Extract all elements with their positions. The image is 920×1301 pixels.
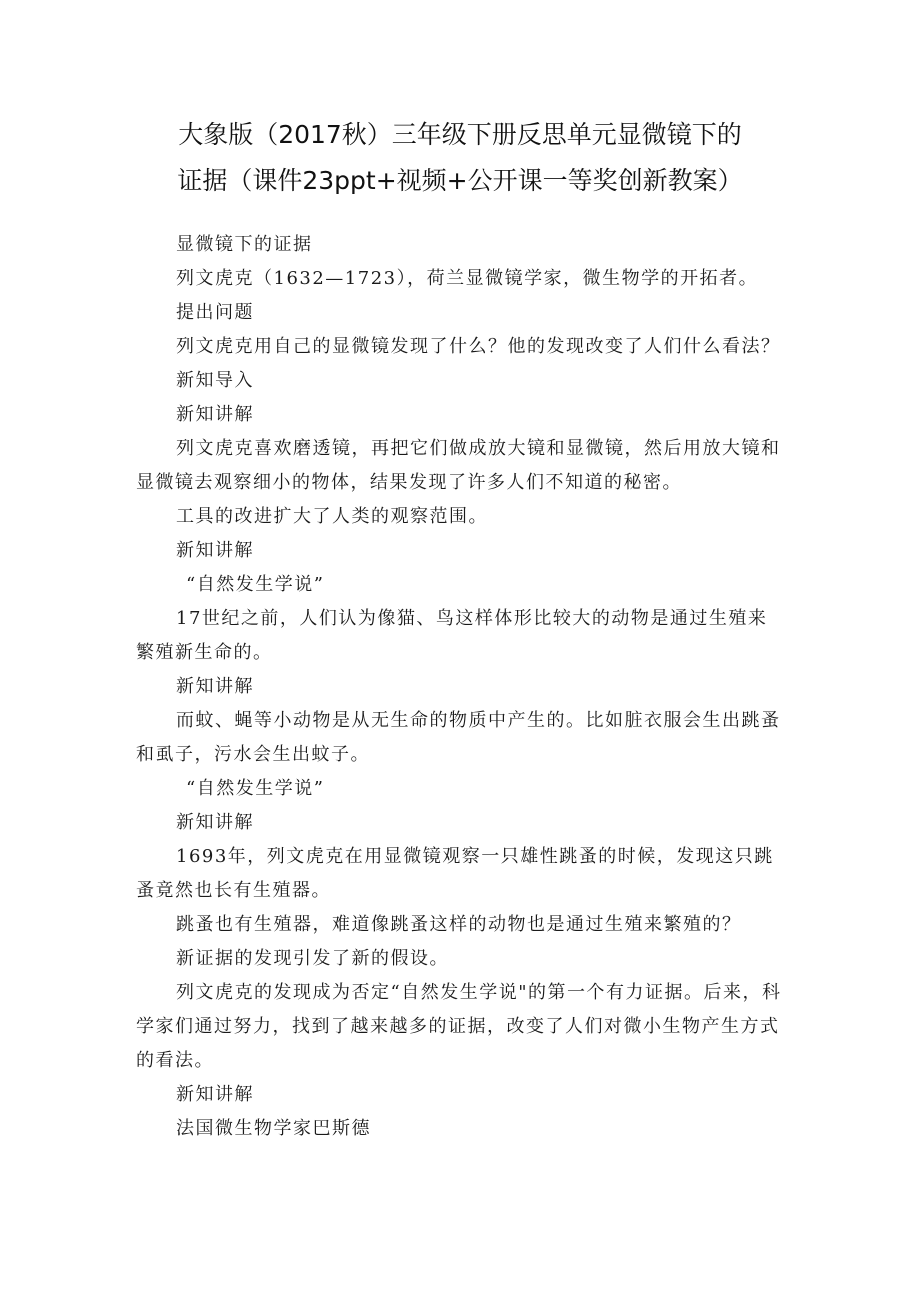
paragraph: 新证据的发现引发了新的假设。 bbox=[176, 948, 449, 969]
paragraph: 列文虎克喜欢磨透镜，再把它们做成放大镜和显微镜，然后用放大镜和显微镜去观察细小的物体，结果发现了许多人们不知道的秘密。 bbox=[136, 438, 781, 493]
paragraph: 跳蚤也有生殖器，难道像跳蚤这样的动物也是通过生殖来繁殖的？ bbox=[176, 914, 742, 935]
section-label: 新知讲解 bbox=[176, 540, 254, 561]
title-line-2: 证据（课件23ppt+视频+公开课一等奖创新教案） bbox=[177, 166, 743, 195]
paragraph: 法国微生物学家巴斯德 bbox=[176, 1118, 371, 1139]
section-label: 新知讲解 bbox=[176, 1084, 254, 1105]
section-label: 新知导入 bbox=[176, 370, 254, 391]
paragraph: 工具的改进扩大了人类的观察范围。 bbox=[176, 506, 488, 527]
section-label: 新知讲解 bbox=[176, 812, 254, 833]
paragraph: 列文虎克（1632—1723），荷兰显微镜学家，微生物学的开拓者。 bbox=[176, 268, 759, 289]
heading-paragraph: 显微镜下的证据 bbox=[176, 234, 313, 255]
section-label: 新知讲解 bbox=[176, 676, 254, 697]
section-label: 提出问题 bbox=[176, 302, 254, 323]
section-label: 新知讲解 bbox=[176, 404, 254, 425]
paragraph: 17世纪之前，人们认为像猫、鸟这样体形比较大的动物是通过生殖来繁殖新生命的。 bbox=[136, 608, 768, 663]
paragraph: 列文虎克用自己的显微镜发现了什么？他的发现改变了人们什么看法？ bbox=[176, 336, 781, 357]
title-line-1: 大象版（2017秋）三年级下册反思单元显微镜下的 bbox=[178, 120, 742, 149]
quote-heading: “自然发生学说” bbox=[186, 574, 325, 595]
document-body bbox=[136, 228, 786, 1146]
quote-heading: “自然发生学说” bbox=[186, 778, 325, 799]
paragraph: 列文虎克的发现成为否定“自然发生学说"的第一个有力证据。后来，科学家们通过努力，找到了越来越多的证据，改变了人们对微小生物产生方式的看法。 bbox=[136, 982, 782, 1071]
paragraph: 而蚊、蝇等小动物是从无生命的物质中产生的。比如脏衣服会生出跳蚤和虱子，污水会生出蚊子。 bbox=[136, 710, 781, 765]
paragraph: 1693年，列文虎克在用显微镜观察一只雄性跳蚤的时候，发现这只跳蚤竟然也长有生殖器。 bbox=[136, 846, 774, 901]
document-title bbox=[0, 112, 920, 204]
